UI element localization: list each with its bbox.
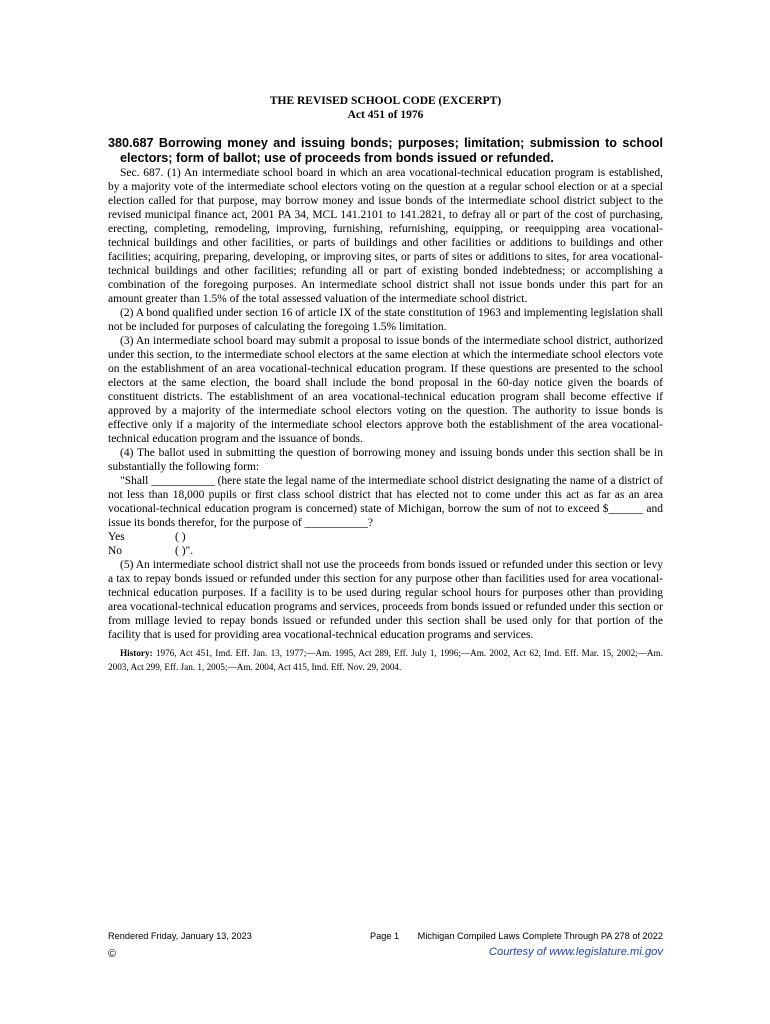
ballot-no-box: ( )".	[175, 545, 194, 557]
document-body	[108, 94, 663, 674]
footer-page-number: Page 1	[370, 931, 400, 941]
footer-rendered-date: Rendered Friday, January 13, 2023	[108, 931, 252, 941]
paragraph-4: (4) The ballot used in submitting the question of borrowing money and issuing bonds under this section shall be in substantially the following form:	[108, 447, 663, 473]
footer-bottom	[108, 946, 663, 962]
ballot-yes-box: ( )	[175, 531, 186, 543]
ballot-yes-label: Yes	[108, 531, 125, 543]
paragraph-3: (3) An intermediate school board may submit a proposal to issue bonds of the intermediate school district, authorized under this section, to the intermediate school electors at the same election at which the intermediate school electors vote on the establishment of an area vocational-technical education program. If these questions are presented to the school electors at the same election, the board shall include the bond proposal in the 60-day notice given the boards of constituent districts. The establishment of an area vocational-technical education program shall become effective if approved by a majority of the intermediate school electors voting on the question. The authority to issue bonds is effective only if a majority of the intermediate school electors approve both the establishment of the area vocational-technical education program and the issuance of bonds.	[108, 335, 663, 445]
courtesy-link[interactable]: Courtesy of www.legislature.mi.gov	[488, 946, 663, 958]
footer	[108, 931, 663, 945]
history-text: 1976, Act 451, Imd. Eff. Jan. 13, 1977;—Am. 1995, Act 289, Eff. July 1, 1996;—Am. 2002, Act 62, Imd. Eff. Mar. 15, 2002;—Am. 2003, Act 299, Eff. Jan. 1, 2005;—Am. 2004, Act 415, Imd. Eff. Nov. 29, 2004.	[108, 648, 663, 672]
footer-compiled-through: Michigan Compiled Laws Complete Through PA 278 of 2022	[417, 931, 663, 941]
paragraph-5: (5) An intermediate school district shall not use the proceeds from bonds issued or refunded under this section or levy a tax to repay bonds issued or refunded under this section for any purpose other than facilities used for area vocational-technical education purposes. If a facility is to be used during regular school hours for purposes other than providing area vocational-technical education programs and services, proceeds from bonds issued or refunded under this section or from millage levied to repay bonds issued or refunded under this section shall be used only for that portion of the facility that is used for providing area vocational-technical education programs and services.	[108, 559, 663, 641]
history-label: History:	[120, 648, 153, 658]
document-title: THE REVISED SCHOOL CODE (EXCERPT)	[269, 95, 502, 107]
paragraph-1: Sec. 687. (1) An intermediate school board in which an area vocational-technical education program is established, by a majority vote of the intermediate school electors voting on the question at a regular school election or at a special election called for that purpose, may borrow money and issue bonds of the intermediate school district subject to the revised municipal finance act, 2001 PA 34, MCL 141.2101 to 141.2821, to defray all or part of the cost of purchasing, erecting, completing, remodeling, improving, furnishing, refurnishing, equipping, or reequipping area vocational-technical buildings and other facilities, or parts of buildings and other facilities or additions to buildings and other facilities; acquiring, preparing, developing, or improving sites, or parts of sites or additions to sites, for area vocational-technical buildings and other facilities; refunding all or part of existing bonded indebtedness; or accomplishing a combination of the foregoing purposes. An intermediate school district shall not issue bonds under this part for an amount greater than 1.5% of the total assessed valuation of the intermediate school district.	[108, 167, 663, 305]
section-heading: 380.687 Borrowing money and issuing bonds; purposes; limitation; submission to school electors; form of ballot; use of proceeds from bonds issued or refunded.	[108, 136, 663, 165]
ballot-question: "Shall ___________ (here state the legal name of the intermediate school district designating the name of a district of not less than 18,000 pupils or first class school district that has elected not to come under this act as far as an area vocational-technical education program is concerned) state of Michigan, borrow the sum of not to exceed $______ and issue its bonds therefor, for the purpose of ___________?	[108, 475, 663, 529]
document-subtitle: Act 451 of 1976	[347, 109, 424, 121]
copyright-symbol: ©	[108, 948, 117, 960]
ballot-no-row	[108, 544, 663, 558]
ballot-no-label: No	[108, 545, 123, 557]
history-note	[108, 646, 663, 674]
ballot-yes-row	[108, 530, 663, 544]
paragraph-2: (2) A bond qualified under section 16 of article IX of the state constitution of 1963 and implementing legislation shall not be included for purposes of calculating the foregoing 1.5% limitation.	[108, 307, 663, 333]
